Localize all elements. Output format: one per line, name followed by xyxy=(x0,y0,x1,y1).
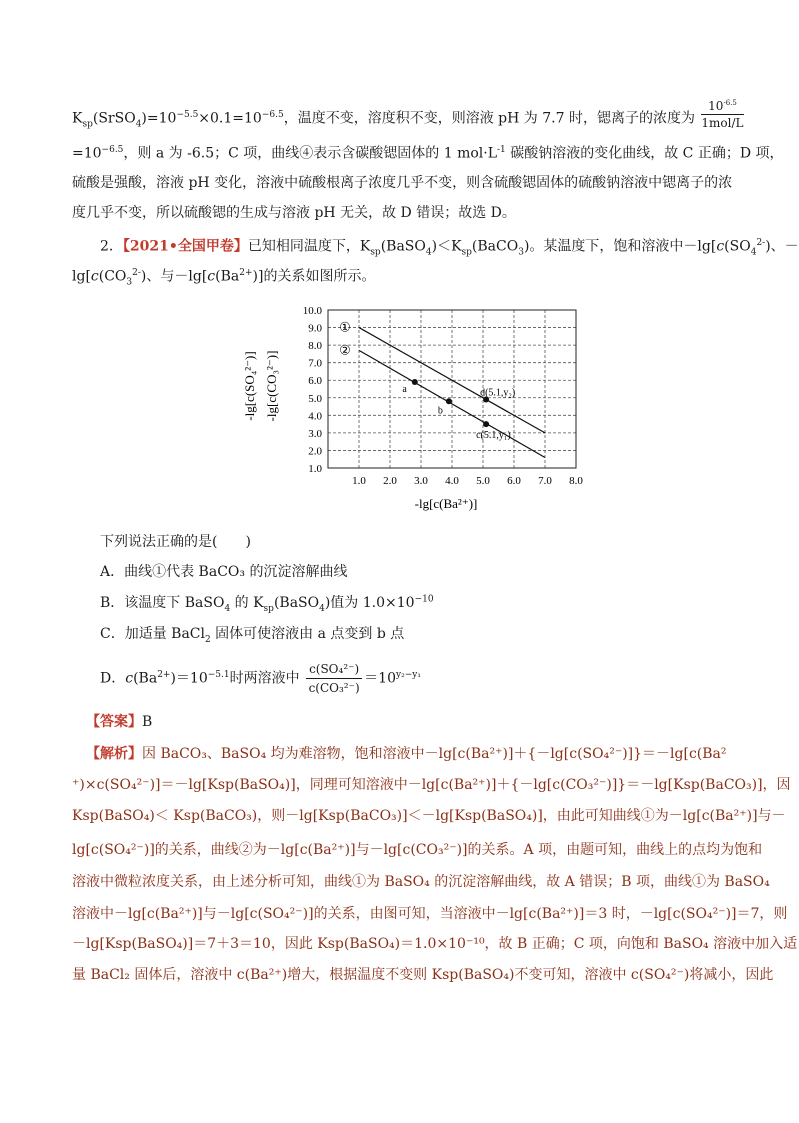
y-tick-label: 8.0 xyxy=(308,340,322,353)
text: −6.5 xyxy=(101,145,124,155)
solubility-chart xyxy=(240,298,600,518)
text: −10 xyxy=(414,594,434,605)
x-axis-label: -lg[c(Ba²⁺)] xyxy=(414,496,478,511)
text: y₂−y₁ xyxy=(396,669,421,680)
text: 4 xyxy=(135,119,142,130)
x-tick-label: 1.0 xyxy=(352,475,366,487)
text: (SO xyxy=(724,238,751,255)
series-label: ① xyxy=(339,319,351,335)
y-tick-label: 1.0 xyxy=(308,463,322,475)
x-tick-label: 7.0 xyxy=(538,475,552,487)
text: 碳酸钠溶液的变化曲线，故 C 正确；D 项， xyxy=(505,145,784,162)
text: 4 xyxy=(224,603,231,614)
option-b[interactable] xyxy=(100,592,434,614)
analysis-line4: lg[c(SO₄²⁻)]的关系，曲线②为－lg[c(Ba²⁺)]与－lg[c(CO₃²⁻)]的关系。A 项，由题可知，曲线上的点均为饱和 xyxy=(72,842,763,858)
x-tick-label: 4.0 xyxy=(445,475,459,487)
answer-label: 【答案】 xyxy=(86,714,142,730)
text: B．该温度下 BaSO xyxy=(100,595,225,611)
text: c xyxy=(207,268,216,285)
analysis-line3: Ksp(BaSO₄)＜ Ksp(BaCO₃)，则－lg[Ksp(BaCO₃)]＜－lg[Ksp(BaSO₄)]，由此可知曲线①为－lg[c(Ba²⁺)]与－ xyxy=(72,808,786,824)
text: (SrSO xyxy=(92,110,136,127)
text: sp xyxy=(461,247,472,258)
chart-grid xyxy=(328,310,576,468)
option-a[interactable]: A．曲线①代表 BaCO₃ 的沉淀溶解曲线 xyxy=(100,564,348,580)
y-axis-label-1: -lg[c(SO₄²⁻)] xyxy=(242,351,257,421)
y-tick-label: 4.0 xyxy=(308,410,322,423)
text: ＝10 xyxy=(364,670,396,687)
text: 3 xyxy=(126,277,133,288)
point-label: a xyxy=(402,383,407,395)
chart-axes xyxy=(328,310,576,468)
text: −6.5 xyxy=(261,109,284,120)
y-tick-label: 2.0 xyxy=(308,445,322,458)
y-tick-label: 9.0 xyxy=(308,322,322,335)
series-label: ② xyxy=(339,342,351,358)
para1-line2 xyxy=(72,146,784,161)
text: )。某温度下，饱和溶液中－lg[ xyxy=(523,238,717,255)
option-d-fraction xyxy=(306,662,362,695)
text: 4 xyxy=(319,603,325,614)
y-tick-label: 3.0 xyxy=(308,427,322,440)
text: -6.5 xyxy=(723,99,737,107)
point-label: b xyxy=(437,405,443,417)
text: sp xyxy=(263,603,274,614)
text: −5.1 xyxy=(207,669,230,680)
option-d[interactable] xyxy=(100,662,421,695)
data-point xyxy=(483,421,489,427)
x-tick-label: 2.0 xyxy=(383,475,397,487)
text: 2- xyxy=(756,238,766,248)
para1-line4: 度几乎不变，所以硫酸锶的生成与溶液 pH 无关，故 D 错误；故选 D。 xyxy=(72,205,516,221)
point-label: c(5.1,y₁) xyxy=(476,430,511,442)
text: −5.5 xyxy=(176,109,199,120)
text: ×0.1=10 xyxy=(198,110,262,127)
text: lg[ xyxy=(72,268,91,285)
analysis-line5: 溶液中微粒浓度关系，由上述分析可知，曲线①为 BaSO₄ 的沉淀溶解曲线，故 A 错误；B 项，曲线①为 BaSO₄ xyxy=(72,874,770,890)
prompt: 下列说法正确的是( ) xyxy=(100,534,251,550)
text: 2 xyxy=(205,634,211,645)
text: ，则 a 为 -6.5；C 项，曲线④表示含碳酸锶固体的 1 mol·L xyxy=(123,145,497,162)
chart-points xyxy=(402,379,515,441)
text: K xyxy=(72,110,83,127)
answer-line xyxy=(86,715,152,729)
text: c xyxy=(716,238,725,255)
fraction-denominator: c(CO₃²⁻) xyxy=(308,681,360,695)
analysis-line7: －lg[Ksp(BaSO₄)]＝7＋3＝10，因此 Ksp(BaSO₄)＝1.0×10⁻¹⁰，故 B 正确；C 项，向饱和 BaSO₄ 溶液中加入适 xyxy=(72,936,798,952)
text: 因 BaCO₃、BaSO₄ 均为难溶物，饱和溶液中－lg[c(Ba²⁺)]＋{－lg[c(SO₄²⁻)]}＝－lg[c(Ba² xyxy=(142,746,727,762)
y-tick-label: 5.0 xyxy=(308,392,322,405)
analysis-line1 xyxy=(86,747,727,761)
text: (BaSO xyxy=(380,238,426,255)
text: D． xyxy=(100,670,126,687)
text: )＜K xyxy=(431,238,462,255)
text: (BaCO xyxy=(471,238,519,255)
x-tick-label: 5.0 xyxy=(476,475,490,487)
text: sp xyxy=(370,247,381,258)
x-tick-label: 6.0 xyxy=(507,475,521,487)
para1-line3: 硫酸是强酸，溶液 pH 变化，溶液中硫酸根离子浓度几乎不变，则含硫酸锶固体的硫酸钠溶液中锶离子的浓 xyxy=(72,175,733,191)
text: c xyxy=(90,268,99,285)
text: (Ba xyxy=(133,670,158,687)
fraction xyxy=(701,100,743,129)
text: (Ba xyxy=(215,268,240,285)
fraction-numerator: c(SO₄²⁻) xyxy=(306,662,362,679)
data-point xyxy=(446,398,452,404)
text: 时两溶液中 xyxy=(229,670,300,687)
text: (BaSO xyxy=(273,595,320,611)
data-point xyxy=(412,379,418,385)
y-tick-label: 6.0 xyxy=(308,375,322,388)
text: 2- xyxy=(132,268,141,278)
question-number: 2． xyxy=(100,238,123,255)
text: )＝10 xyxy=(170,670,208,687)
text: sp xyxy=(82,119,93,130)
text: 2+ xyxy=(157,669,171,680)
text: 已知相同温度下，K xyxy=(247,238,371,255)
x-tick-label: 3.0 xyxy=(414,475,428,487)
q2-stem-line2 xyxy=(72,269,375,287)
fraction-numerator xyxy=(701,100,743,115)
point-label: d(5.1,y₂) xyxy=(480,387,516,399)
text: 10 xyxy=(708,99,724,113)
text: )、与－lg[ xyxy=(140,268,208,285)
text: )]的关系如图所示。 xyxy=(252,268,376,285)
text: 的 K xyxy=(230,595,264,611)
y-tick-label: 10.0 xyxy=(302,305,322,317)
analysis-line2: ⁺)×c(SO₄²⁻)]＝－lg[Ksp(BaSO₄)]，同理可知溶液中－lg[c(Ba²⁺)]＋{－lg[c(CO₃²⁻)]}＝－lg[Ksp(BaCO₃)]，因 xyxy=(72,777,791,793)
text: c xyxy=(125,670,134,687)
option-c[interactable] xyxy=(100,623,404,645)
text: ，温度不变，溶度积不变，则溶液 pH 为 7.7 时，锶离子的浓度为 xyxy=(283,110,695,127)
x-tick-label: 8.0 xyxy=(569,475,583,487)
text: 2+ xyxy=(239,268,253,278)
text: )=10 xyxy=(141,110,177,127)
para1-line1 xyxy=(72,99,746,133)
text: (CO xyxy=(98,268,127,285)
question-source: 【2021•全国甲卷】 xyxy=(122,238,248,255)
text: 3 xyxy=(518,247,524,258)
plot-frame xyxy=(328,310,576,468)
fraction-denominator: 1mol/L xyxy=(701,116,744,130)
text: )值为 1.0×10 xyxy=(324,595,415,611)
text: )、－ xyxy=(765,238,799,255)
answer-value: B xyxy=(142,714,153,730)
text: -1 xyxy=(497,145,506,155)
analysis-label: 【解析】 xyxy=(86,746,142,762)
text: 固体可使溶液由 a 点变到 b 点 xyxy=(210,626,405,642)
text: =10 xyxy=(72,145,102,162)
analysis-line6: 溶液中－lg[c(Ba²⁺)]与－lg[c(SO₄²⁻)]的关系，由图可知，当溶液中－lg[c(Ba²⁺)]＝3 时，－lg[c(SO₄²⁻)]＝7，则 xyxy=(72,906,788,922)
text: 4 xyxy=(750,247,757,258)
q2-stem-line1 xyxy=(100,239,799,257)
text: C．加适量 BaCl xyxy=(100,626,205,642)
y-axis-label-2: -lg[c(CO₃²⁻)] xyxy=(264,350,279,422)
y-tick-label: 7.0 xyxy=(308,357,322,370)
analysis-line8: 量 BaCl₂ 固体后，溶液中 c(Ba²⁺)增大，根据温度不变则 Ksp(BaSO₄)不变可知，溶液中 c(SO₄²⁻)将减小，因此 xyxy=(72,967,774,983)
text: 4 xyxy=(425,247,432,258)
